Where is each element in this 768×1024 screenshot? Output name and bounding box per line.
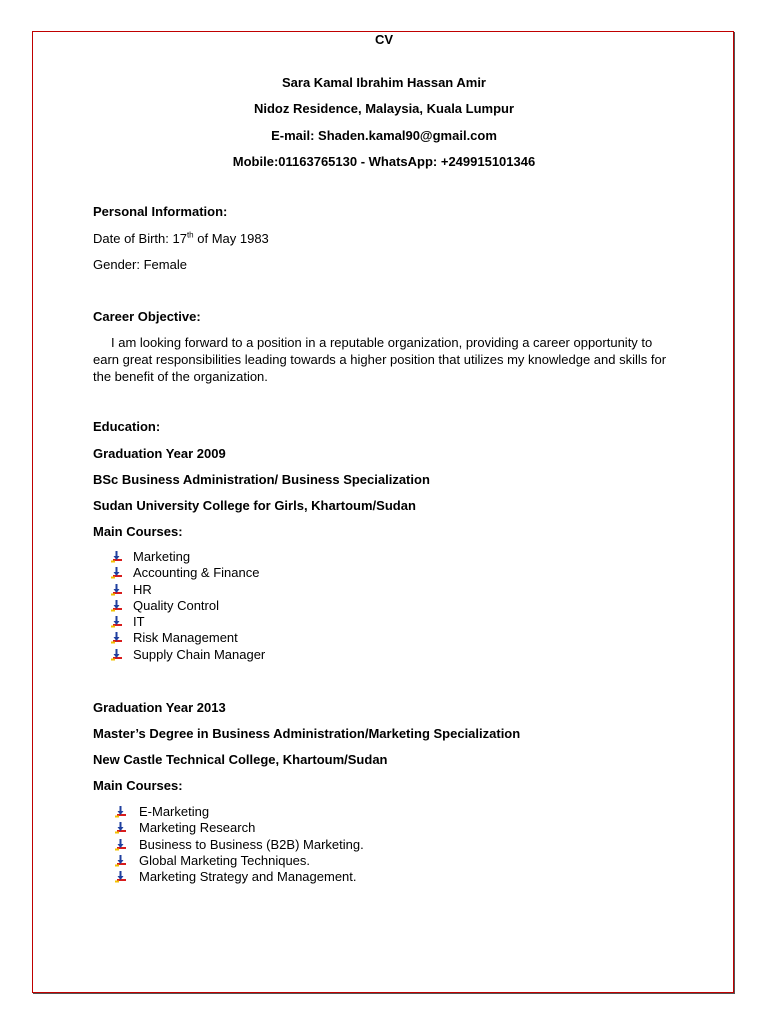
arrow-bullet-icon [111, 551, 123, 563]
list-item: Quality Control [93, 598, 693, 614]
degree-2-title: Master’s Degree in Business Administration/Marketing Specialization [93, 726, 521, 741]
list-item: Risk Management [93, 630, 693, 646]
document-title: CV [374, 32, 394, 47]
full-name: Sara Kamal Ibrahim Hassan Amir [282, 75, 486, 90]
list-item: HR [93, 582, 693, 598]
date-of-birth: Date of Birth: 17th of May 1983 [93, 230, 269, 246]
degree-1-school: Sudan University College for Girls, Khartoum/Sudan [93, 498, 416, 513]
list-item: Supply Chain Manager [93, 647, 693, 663]
contact-header [0, 74, 768, 179]
degree-1-title: BSc Business Administration/ Business Specialization [93, 472, 430, 487]
course-list [93, 804, 693, 885]
list-item: Marketing [93, 549, 693, 565]
phone-numbers: Mobile:01163765130 - WhatsApp: +249915101346 [232, 153, 536, 169]
degree-2-course-list [93, 804, 693, 885]
course-list [93, 549, 693, 663]
arrow-bullet-icon [115, 806, 127, 818]
degree-2-school: New Castle Technical College, Khartoum/Sudan [93, 752, 388, 767]
address: Nidoz Residence, Malaysia, Kuala Lumpur [253, 101, 515, 117]
arrow-bullet-icon [115, 855, 127, 867]
degree-1-year: Graduation Year 2009 [93, 446, 226, 461]
degree-1-course-list [93, 549, 693, 663]
email: E-mail: Shaden.kamal90@gmail.com [271, 127, 497, 143]
list-item: Marketing Research [93, 820, 693, 836]
arrow-bullet-icon [111, 649, 123, 661]
list-item: Global Marketing Techniques. [93, 853, 693, 869]
arrow-bullet-icon [111, 567, 123, 579]
list-item: E-Marketing [93, 804, 693, 820]
list-item: Marketing Strategy and Management. [93, 869, 693, 885]
degree-1-courses-heading: Main Courses: [93, 524, 183, 539]
arrow-bullet-icon [111, 584, 123, 596]
list-item: Business to Business (B2B) Marketing. [93, 837, 693, 853]
arrow-bullet-icon [111, 632, 123, 644]
arrow-bullet-icon [115, 839, 127, 851]
list-item: IT [93, 614, 693, 630]
degree-2-year: Graduation Year 2013 [93, 700, 226, 715]
arrow-bullet-icon [111, 600, 123, 612]
degree-2-courses-heading: Main Courses: [93, 778, 183, 793]
career-objective-text: I am looking forward to a position in a reputable organization, providing a career opportunity to earn great responsibilities leading towards a higher position that utilizes my knowledge and skills for the benefit of the organization. [93, 335, 667, 384]
arrow-bullet-icon [115, 871, 127, 883]
list-item: Accounting & Finance [93, 565, 693, 581]
gender: Gender: Female [93, 257, 187, 272]
personal-info-heading: Personal Information: [93, 204, 228, 219]
career-objective-heading: Career Objective: [93, 309, 201, 324]
education-heading: Education: [93, 419, 161, 434]
arrow-bullet-icon [115, 822, 127, 834]
arrow-bullet-icon [111, 616, 123, 628]
